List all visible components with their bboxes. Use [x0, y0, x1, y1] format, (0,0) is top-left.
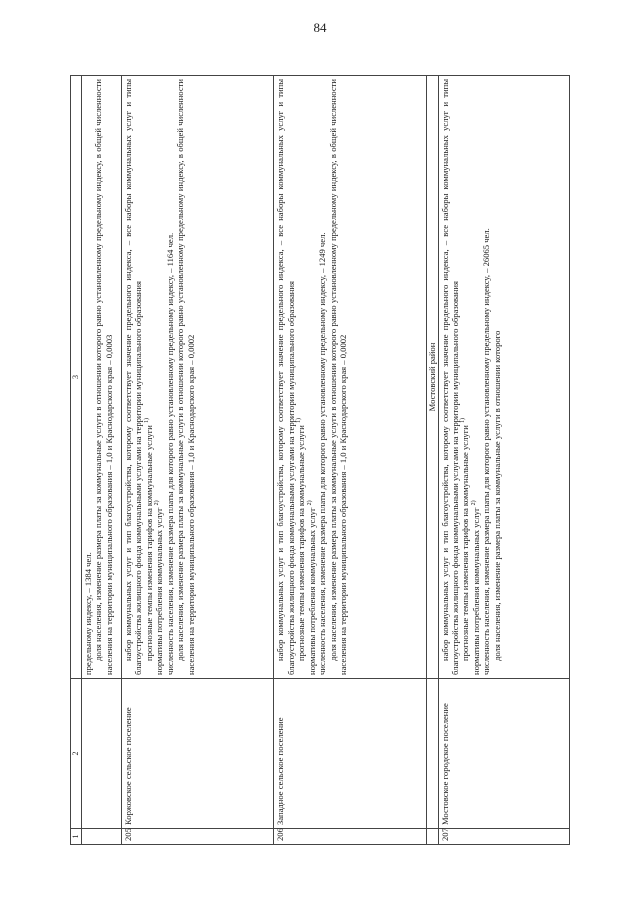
row-description [121, 76, 273, 679]
desc-tariffs: прогнозные темпы изменения тарифов на коммунальные услуги [296, 425, 307, 661]
continued-text-line: предельному индексу, – 1384 чел. [82, 552, 93, 675]
column-header-1: 1 [71, 829, 82, 845]
continued-row [81, 76, 121, 845]
municipality-name: Мостовское городское поселение [438, 679, 570, 829]
row-number: 206 [274, 829, 426, 845]
desc-set: набор коммунальных услуг и тип благоустройства, которому соответствует значение предельного индекса, – все наборы коммунальных услуг и типы благоустройства жилищного фонда коммунальными услугами на территории муниципального образования [439, 79, 460, 675]
footnote-ref-2: 2) [306, 500, 313, 506]
region-row [426, 76, 438, 845]
indices-table [70, 75, 570, 845]
desc-population: численность населения, изменение размера платы для которого равно установленному предельному индексу, – 26065 чел. [481, 228, 492, 675]
column-header-2: 2 [71, 679, 82, 829]
row-number: 207 [438, 829, 570, 845]
desc-share: доля населения, изменение размера платы за коммунальные услуги в отношении которого равно установленному предельному индексу, в общей численности населения на территории муниципального образования – 1,0 и Краснодарского края – 0,0002 [175, 79, 196, 675]
page-number: 84 [313, 20, 327, 35]
desc-set: набор коммунальных услуг и тип благоустройства, которому соответствует значение предельного индекса, – все наборы коммунальных услуг и типы благоустройства жилищного фонда коммунальными услугами на территории муниципального образования [122, 79, 144, 675]
desc-norms: нормативы потребления коммунальных услуг [154, 507, 165, 675]
footnote-ref-1: 1) [296, 418, 303, 424]
row-description [274, 76, 426, 679]
table-row [274, 76, 426, 845]
desc-population: численность населения, изменение размера платы для которого равно установленному предельному индексу, – 1164 чел. [164, 232, 175, 675]
desc-share: доля населения, изменение размера платы за коммунальные услуги в отношении которого равно установленному предельному индексу, в общей численности населения на территории муниципального образования – 1,0 и Краснодарского края – 0,0002 [327, 79, 349, 675]
footnote-ref-1: 1) [143, 418, 150, 424]
row-number: 205 [121, 829, 273, 845]
table-row [438, 76, 570, 845]
desc-norms: нормативы потребления коммунальных услуг [470, 507, 481, 675]
row-description [438, 76, 570, 679]
municipality-name: Коржовское сельское поселение [121, 679, 273, 829]
table-header-row [71, 76, 82, 845]
desc-norms: нормативы потребления коммунальных услуг [306, 507, 317, 675]
region-heading: Мостовский район [426, 76, 438, 679]
column-header-3: 3 [71, 76, 82, 679]
desc-set: набор коммунальных услуг и тип благоустройства, которому соответствует значение предельного индекса, – все наборы коммунальных услуг и типы благоустройства жилищного фонда коммунальными услугами на территории муниципального образования [275, 79, 296, 675]
footnote-ref-1: 1) [460, 418, 467, 424]
desc-share: доля населения, изменение размера платы за коммунальные услуги в отношении которого [491, 330, 502, 661]
desc-tariffs: прогнозные темпы изменения тарифов на коммунальные услуги [143, 425, 154, 661]
desc-tariffs: прогнозные темпы изменения тарифов на коммунальные услуги [460, 425, 471, 661]
continued-cell [81, 76, 121, 679]
rotated-table-container [70, 75, 570, 845]
footnote-ref-2: 2) [471, 500, 478, 506]
municipality-name: Западное сельское поселение [274, 679, 426, 829]
table-row [121, 76, 273, 845]
continued-text-share: доля населения, изменение размера платы за коммунальные услуги в отношении которого равно установленному предельному индексу, в общей численности населения на территории муниципального образования – 1,0 и Краснодарского края – 0,0003 [93, 79, 114, 675]
footnote-ref-2: 2) [154, 500, 161, 506]
desc-population: численность населения, изменение размера платы для которого равно установленному предельному индексу, – 1249 чел. [317, 232, 328, 675]
